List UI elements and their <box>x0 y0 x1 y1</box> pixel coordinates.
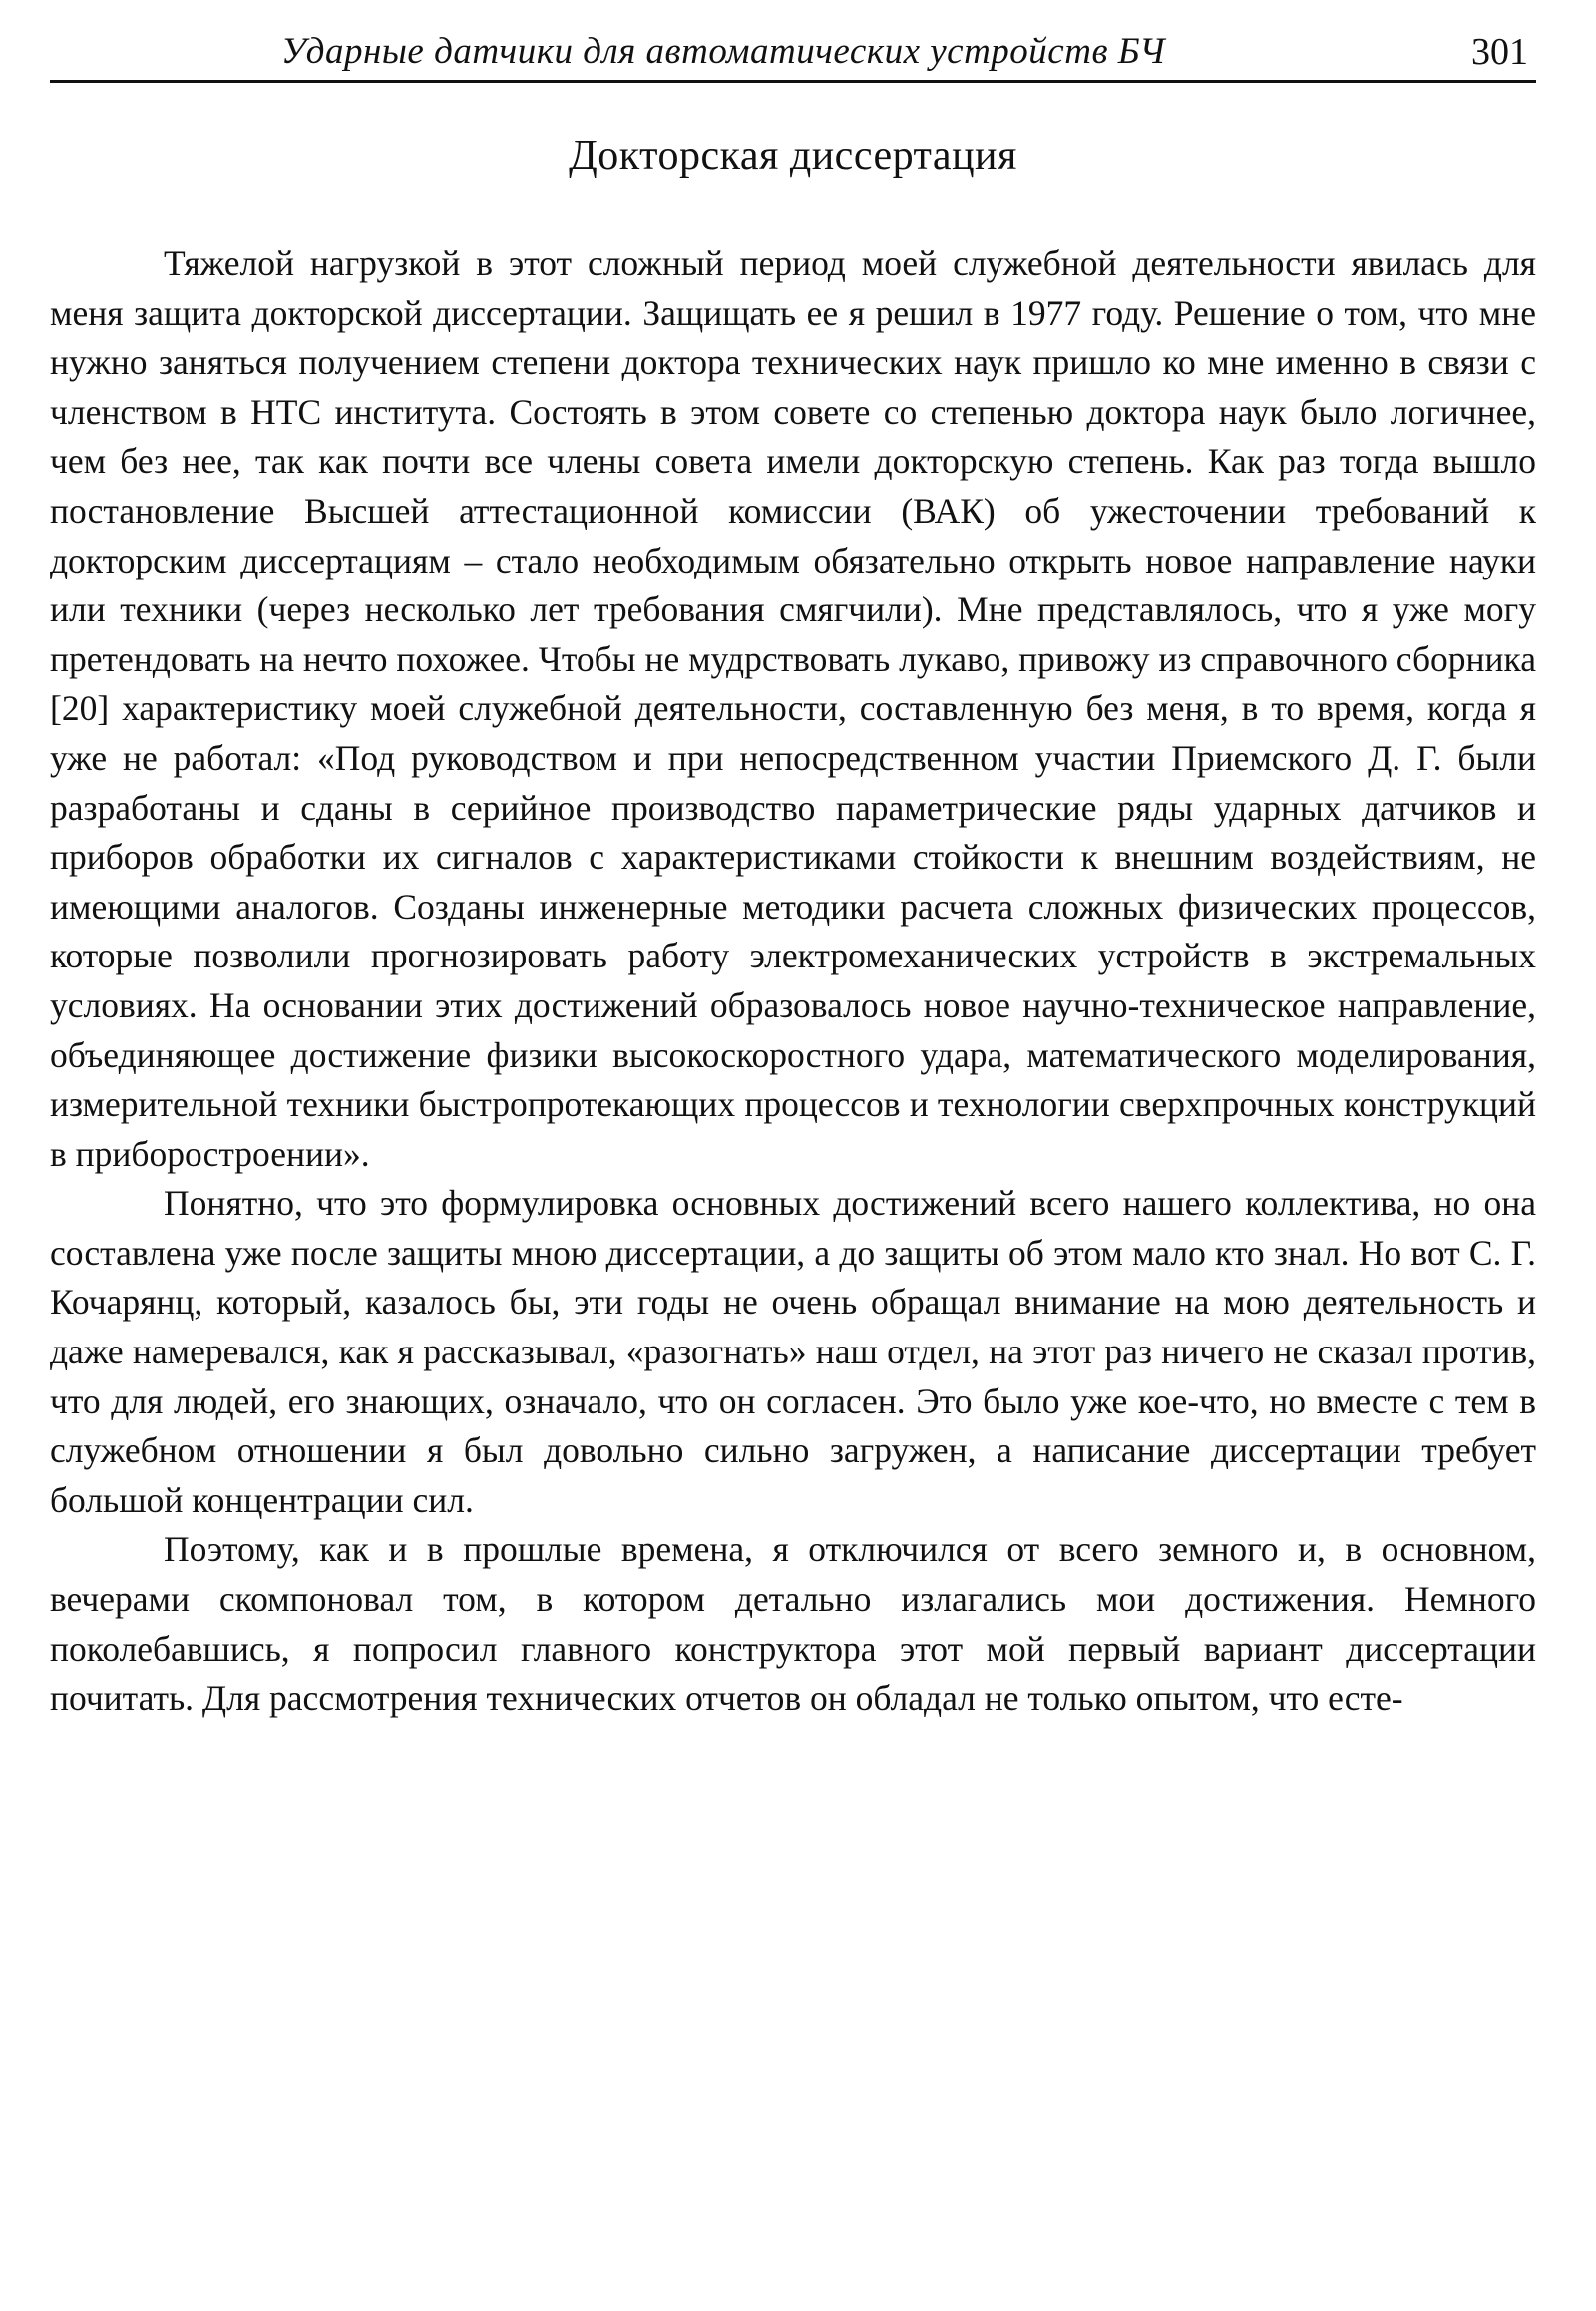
running-title: Ударные датчики для автоматических устройств БЧ <box>280 31 1166 72</box>
book-page <box>50 0 1536 2311</box>
body-text <box>50 239 1536 1724</box>
paragraph-3: Поэтому, как и в прошлые времена, я отключился от всего земного и, в основном, вечерами скомпоновал том, в котором детально излагались мои достижения. Немного поколебавшись, я попросил главного конструктора этот мой первый вариант диссертации почитать. Для рассмотрения технических отчетов он обладал не только опытом, что есте- <box>50 1529 1536 1719</box>
running-header <box>50 22 1536 82</box>
page-number: 301 <box>1471 31 1528 73</box>
section-title: Докторская диссертация <box>569 133 1017 179</box>
paragraph-1: Тяжелой нагрузкой в этот сложный период моей служебной деятельности явилась для меня защита докторской диссертации. Защищать ее я решил в 1977 году. Решение о том, что мне нужно заняться получением степени доктора технических наук пришло ко мне именно в связи с членством в НТС института. Состоять в этом совете со степенью доктора наук было логичнее, чем без нее, так как почти все члены совета имели докторскую степень. Как раз тогда вышло постановление Высшей аттестационной комиссии (ВАК) об ужесточении требований к докторским диссертациям – стало необходимым обязательно открыть новое направление науки или техники (через несколько лет требования смягчили). Мне представлялось, что я уже могу претендовать на нечто похожее. Чтобы не мудрствовать лукаво, привожу из справочного сборника [20] характеристику моей служебной деятельности, составленную без меня, в то время, когда я уже не работал: «Под руководством и при непосредственном участии Приемского Д. Г. были разработаны и сданы в серийное производство параметрические ряды ударных датчиков и приборов обработки их сигналов с характеристиками стойкости к внешним воздействиям, не имеющими аналогов. Созданы инженерные методики расчета сложных физических процессов, которые позволили прогнозировать работу электромеханических устройств в экстремальных условиях. На основании этих достижений образовалось новое научно-техническое направление, объединяющее достижение физики высокоскоростного удара, математического моделирования, измерительной техники быстропротекающих процессов и технологии сверхпрочных конструкций в приборостроении». <box>50 243 1536 1174</box>
header-divider <box>50 80 1536 83</box>
paragraph-2: Понятно, что это формулировка основных достижений всего нашего коллектива, но она составлена уже после защиты мною диссертации, а до защиты об этом мало кто знал. Но вот С. Г. Кочарянц, который, казалось бы, эти годы не очень обращал внимание на мою деятельность и даже намеревался, как я рассказывал, «разогнать» наш отдел, на этот раз ничего не сказал против, что для людей, его знающих, означало, что он согласен. Это было уже кое-что, но вместе с тем в служебном отношении я был довольно сильно загружен, а написание диссертации требует большой концентрации сил. <box>50 1183 1536 1520</box>
